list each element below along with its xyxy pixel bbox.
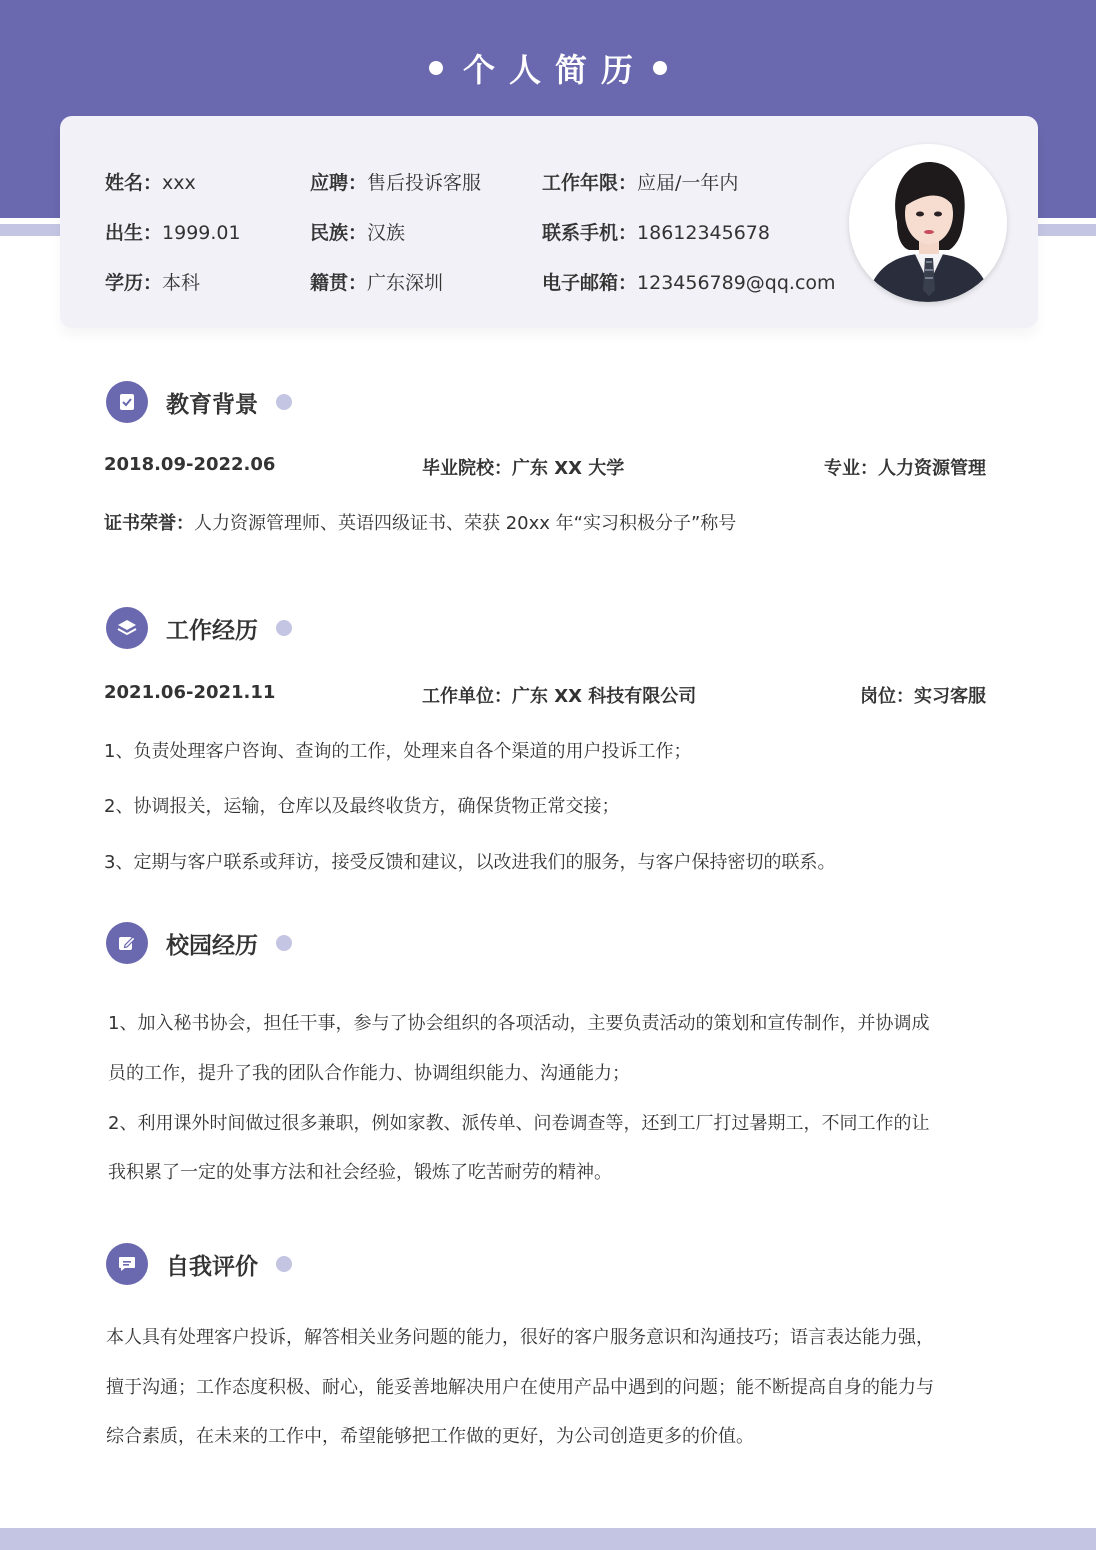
info-birth — [105, 218, 241, 245]
resume-title: 个人简历 — [462, 51, 647, 89]
title-dot-left — [429, 61, 443, 75]
info-name-value: xxx — [162, 172, 196, 194]
campus-section-header — [106, 921, 292, 965]
info-education-value: 本科 — [162, 272, 201, 294]
self-section-title: 自我评价 — [166, 1253, 258, 1280]
campus-line-4: 我积累了一定的处事方法和社会经验，锻炼了吃苦耐劳的精神。 — [108, 1162, 612, 1183]
section-dot — [276, 620, 292, 636]
info-phone — [542, 218, 770, 245]
work-role: 岗位：实习客服 — [860, 686, 986, 707]
document-check-icon — [106, 381, 148, 423]
info-position — [310, 168, 481, 195]
info-name-label: 姓名： — [105, 172, 163, 194]
info-position-value: 售后投诉客服 — [367, 172, 482, 194]
info-hometown — [310, 268, 443, 295]
basic-info-card — [60, 116, 1038, 328]
info-phone-value: 18612345678 — [637, 222, 770, 244]
campus-line-1: 1、加入秘书协会，担任干事，参与了协会组织的各项活动，主要负责活动的策划和宣传制作，并协调成 — [108, 1013, 930, 1034]
profile-photo — [849, 144, 1007, 302]
footer-band — [0, 1528, 1096, 1550]
self-section-header — [106, 1242, 292, 1286]
work-section-title: 工作经历 — [166, 617, 258, 644]
work-company: 工作单位：广东 XX 科技有限公司 — [422, 686, 697, 707]
section-dot — [276, 935, 292, 951]
info-ethnicity-label: 民族： — [310, 222, 368, 244]
info-email-value: 123456789@qq.com — [637, 272, 836, 294]
info-work-years-value: 应届/一年内 — [637, 172, 739, 194]
info-education-label: 学历： — [105, 272, 163, 294]
campus-line-2: 员的工作，提升了我的团队合作能力、协调组织能力、沟通能力； — [108, 1063, 630, 1084]
info-name — [105, 168, 196, 195]
education-period: 2018.09-2022.06 — [104, 454, 276, 475]
certificates-value: 人力资源管理师、英语四级证书、荣获 20xx 年“实习积极分子”称号 — [194, 513, 737, 534]
info-phone-label: 联系手机： — [542, 222, 638, 244]
work-section-header — [106, 606, 292, 650]
work-item-3: 3、定期与客户联系或拜访，接受反馈和建议，以改进我们的服务，与客户保持密切的联系。 — [104, 852, 836, 873]
education-section-title: 教育背景 — [166, 391, 258, 418]
left-accent-stripe — [0, 224, 60, 236]
self-line-2: 擅于沟通；工作态度积极、耐心，能妥善地解决用户在使用产品中遇到的问题；能不断提高自身的能力与 — [106, 1377, 934, 1398]
info-email — [542, 268, 836, 295]
info-work-years-label: 工作年限： — [542, 172, 638, 194]
info-ethnicity — [310, 218, 405, 245]
resume-title-row — [0, 38, 1096, 98]
info-birth-label: 出生： — [105, 222, 163, 244]
education-section-header — [106, 380, 292, 424]
work-period: 2021.06-2021.11 — [104, 682, 276, 703]
self-line-3: 综合素质，在未来的工作中，希望能够把工作做的更好，为公司创造更多的价值。 — [106, 1426, 754, 1447]
section-dot — [276, 394, 292, 410]
info-birth-value: 1999.01 — [162, 222, 241, 244]
info-position-label: 应聘： — [310, 172, 368, 194]
education-school: 毕业院校：广东 XX 大学 — [422, 458, 625, 479]
info-hometown-label: 籍贯： — [310, 272, 368, 294]
info-work-years — [542, 168, 738, 195]
right-accent-stripe — [1038, 224, 1096, 236]
message-icon — [106, 1243, 148, 1285]
info-hometown-value: 广东深圳 — [367, 272, 444, 294]
info-education — [105, 268, 200, 295]
work-item-1: 1、负责处理客户咨询、查询的工作，处理来自各个渠道的用户投诉工作； — [104, 741, 692, 762]
education-major: 专业：人力资源管理 — [824, 458, 986, 479]
profile-photo-illustration — [849, 144, 1007, 302]
education-certificates — [104, 509, 736, 535]
title-dot-right — [653, 61, 667, 75]
layers-icon — [106, 607, 148, 649]
info-email-label: 电子邮箱： — [542, 272, 638, 294]
info-ethnicity-value: 汉族 — [367, 222, 406, 244]
work-item-2: 2、协调报关，运输，仓库以及最终收货方，确保货物正常交接； — [104, 796, 620, 817]
certificates-label: 证书荣誉： — [104, 513, 194, 534]
campus-line-3: 2、利用课外时间做过很多兼职，例如家教、派传单、问卷调查等，还到工厂打过暑期工，不同工作的让 — [108, 1113, 930, 1134]
self-line-1: 本人具有处理客户投诉，解答相关业务问题的能力，很好的客户服务意识和沟通技巧；语言表达能力强， — [106, 1327, 934, 1348]
section-dot — [276, 1256, 292, 1272]
edit-note-icon — [106, 922, 148, 964]
campus-section-title: 校园经历 — [166, 932, 258, 959]
